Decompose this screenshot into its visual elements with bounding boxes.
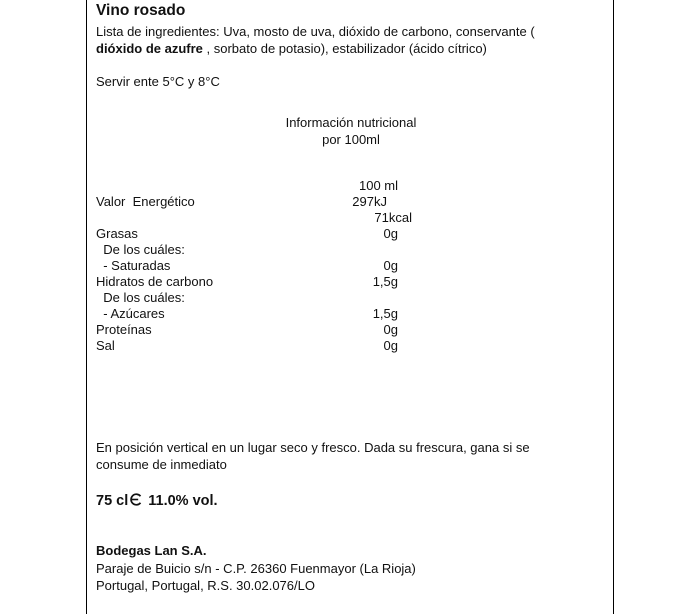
nutrition-row-label: Valor Energético <box>96 194 195 209</box>
volume-size: 75 cl <box>96 493 129 509</box>
nutrition-column-header: 100 ml <box>359 178 399 193</box>
nutrition-row-label: - Azúcares <box>96 306 165 321</box>
nutrition-heading: Información nutricional <box>285 115 417 130</box>
storage-instructions-line-2: consume de inmediato <box>96 457 227 472</box>
nutrition-row-label: Grasas <box>96 226 138 241</box>
volume-line <box>96 492 218 510</box>
product-label: Vino rosado Lista de ingredientes: Uva, mosto de uva, dióxido de carbono, conservante ( dióxido de azufre , sorbato de potasio), estabilizador (ácido cítrico) Servir ente 5°C y 8°C Información nutricional por 100ml 100 ml Valor Energético 297kJ 71kcal Grasas 0g De los cuáles: - Saturadas 0g Hidratos de carbono 1,5g De los cuáles: - Azúcares 1,5g Proteínas 0g Sal 0g En posición vertical en un lugar seco y fresco. Dada su frescura, gana si se consume de inmediato 75 cl 11.0% vol. Bodegas Lan S.A. Paraje de Buicio s/n - C.P. 26360 Fuenmayor (La Rioja) Portugal, Portugal, R.S. 30.02.076/LO <box>86 0 614 614</box>
nutrition-row-label: Sal <box>96 338 115 353</box>
producer-company: Bodegas Lan S.A. <box>96 543 207 558</box>
serving-temperature: Servir ente 5°C y 8°C <box>96 74 220 89</box>
nutrition-row-label: De los cuáles: <box>96 242 185 257</box>
nutrition-row-label: Hidratos de carbono <box>96 274 214 289</box>
ingredients-line-2 <box>96 41 487 57</box>
allergen-sulphur-dioxide: dióxido de azufre <box>96 41 203 56</box>
storage-instructions-line-1: En posición vertical en un lugar seco y fresco. Dada su frescura, gana si se <box>96 440 530 455</box>
producer-registry: Portugal, Portugal, R.S. 30.02.076/LO <box>96 578 315 593</box>
nutrition-subheading: por 100ml <box>322 132 380 147</box>
alcohol-content: 11.0% vol. <box>148 493 218 509</box>
nutrition-row-label: De los cuáles: <box>96 290 185 305</box>
product-name: Vino rosado <box>96 2 186 19</box>
nutrition-row-label: Proteínas <box>96 322 152 337</box>
producer-address: Paraje de Buicio s/n - C.P. 26360 Fuenmayor (La Rioja) <box>96 561 416 576</box>
estimated-sign-icon <box>129 493 142 506</box>
ingredients-line-2-rest: , sorbato de potasio), estabilizador (ácido cítrico) <box>202 41 487 56</box>
nutrition-row-label: - Saturadas <box>96 258 171 273</box>
ingredients-line-1: Lista de ingredientes: Uva, mosto de uva, dióxido de carbono, conservante ( <box>96 24 535 39</box>
